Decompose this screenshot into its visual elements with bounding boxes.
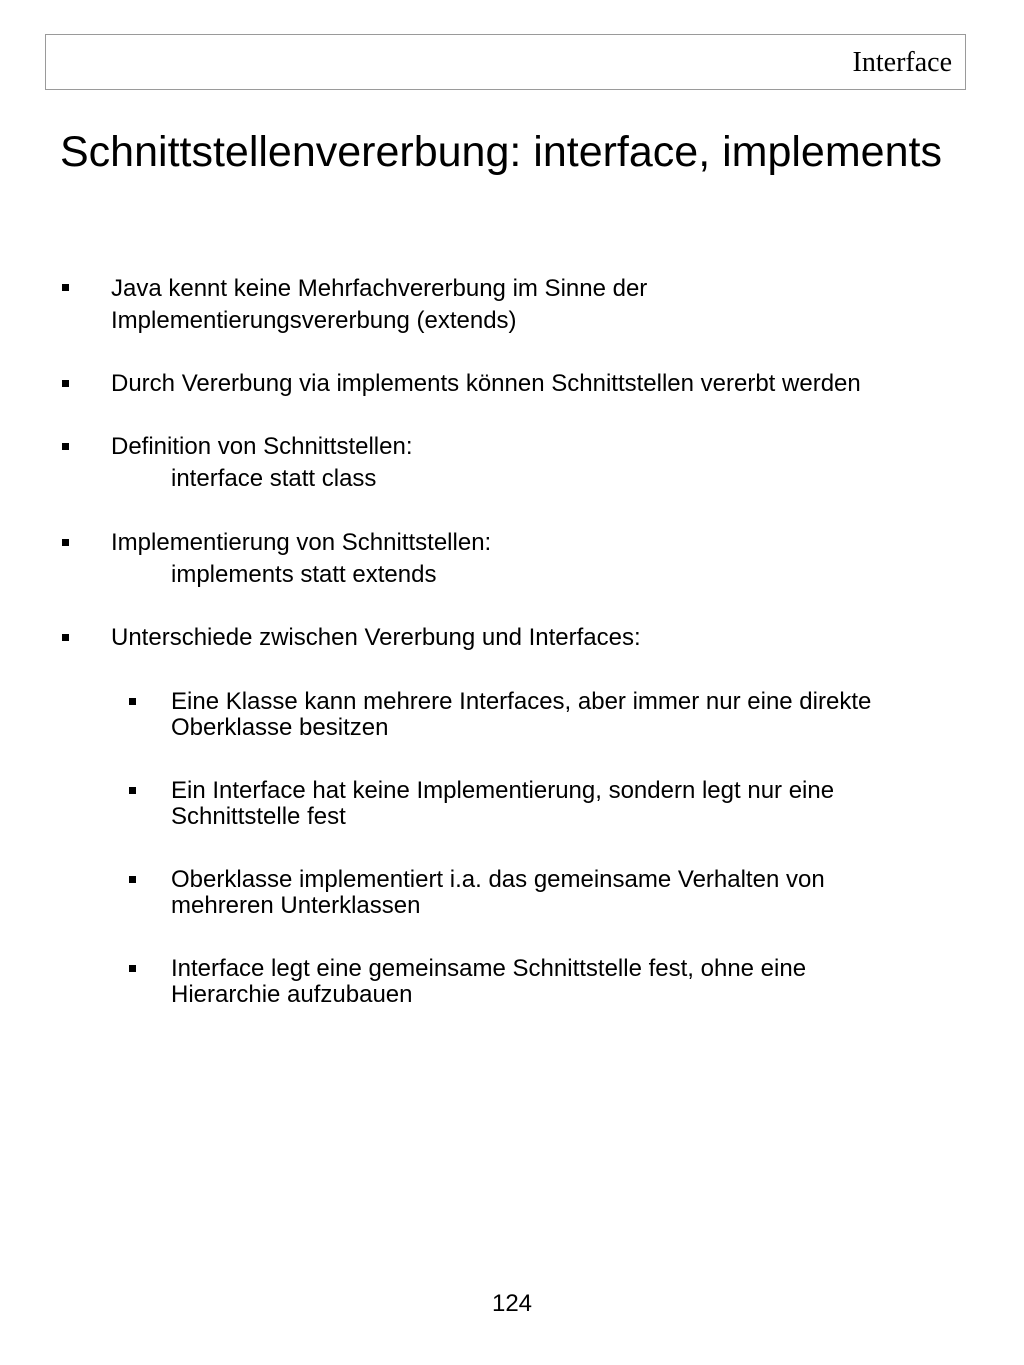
sub-bullet-text-2-line-2: Schnittstelle fest	[171, 803, 346, 830]
sub-bullet-icon	[129, 965, 136, 972]
sub-bullet-text-3-line-2: mehreren Unterklassen	[171, 892, 421, 919]
bullet-text-5-line-1: Unterschiede zwischen Vererbung und Interfaces:	[111, 624, 641, 651]
sub-bullet-text-1-line-1: Eine Klasse kann mehrere Interfaces, aber immer nur eine direkte	[171, 688, 872, 715]
bullet-text-3-line-1: Definition von Schnittstellen:	[111, 433, 413, 460]
sub-bullet-icon	[129, 787, 136, 794]
sub-bullet-text-1-line-2: Oberklasse besitzen	[171, 714, 389, 741]
bullet-icon	[62, 539, 69, 546]
page-title: Schnittstellenvererbung: interface, implements	[60, 128, 942, 176]
page-number: 124	[491, 1290, 533, 1317]
sub-bullet-text-4-line-2: Hierarchie aufzubauen	[171, 981, 413, 1008]
header-label: Interface	[852, 47, 952, 78]
bullet-icon	[62, 634, 69, 641]
sub-bullet-text-2-line-1: Ein Interface hat keine Implementierung, sondern legt nur eine	[171, 777, 835, 804]
bullet-icon	[62, 284, 69, 291]
bullet-text-1-line-1: Java kennt keine Mehrfachvererbung im Sinne der	[111, 275, 648, 302]
bullet-text-4-line-1: Implementierung von Schnittstellen:	[111, 529, 492, 556]
sub-bullet-icon	[129, 876, 136, 883]
bullet-icon	[62, 380, 69, 387]
bullet-text-3-line-2: interface statt class	[171, 465, 377, 492]
sub-bullet-text-4-line-1: Interface legt eine gemeinsame Schnittstelle fest, ohne eine	[171, 955, 807, 982]
sub-bullet-icon	[129, 698, 136, 705]
bullet-text-1-line-2: Implementierungsvererbung (extends)	[111, 307, 517, 334]
bullet-text-4-line-2: implements statt extends	[171, 561, 437, 588]
header-box	[45, 34, 966, 90]
bullet-text-2-line-1: Durch Vererbung via implements können Schnittstellen vererbt werden	[111, 370, 861, 397]
sub-bullet-text-3-line-1: Oberklasse implementiert i.a. das gemeinsame Verhalten von	[171, 866, 825, 893]
bullet-icon	[62, 443, 69, 450]
